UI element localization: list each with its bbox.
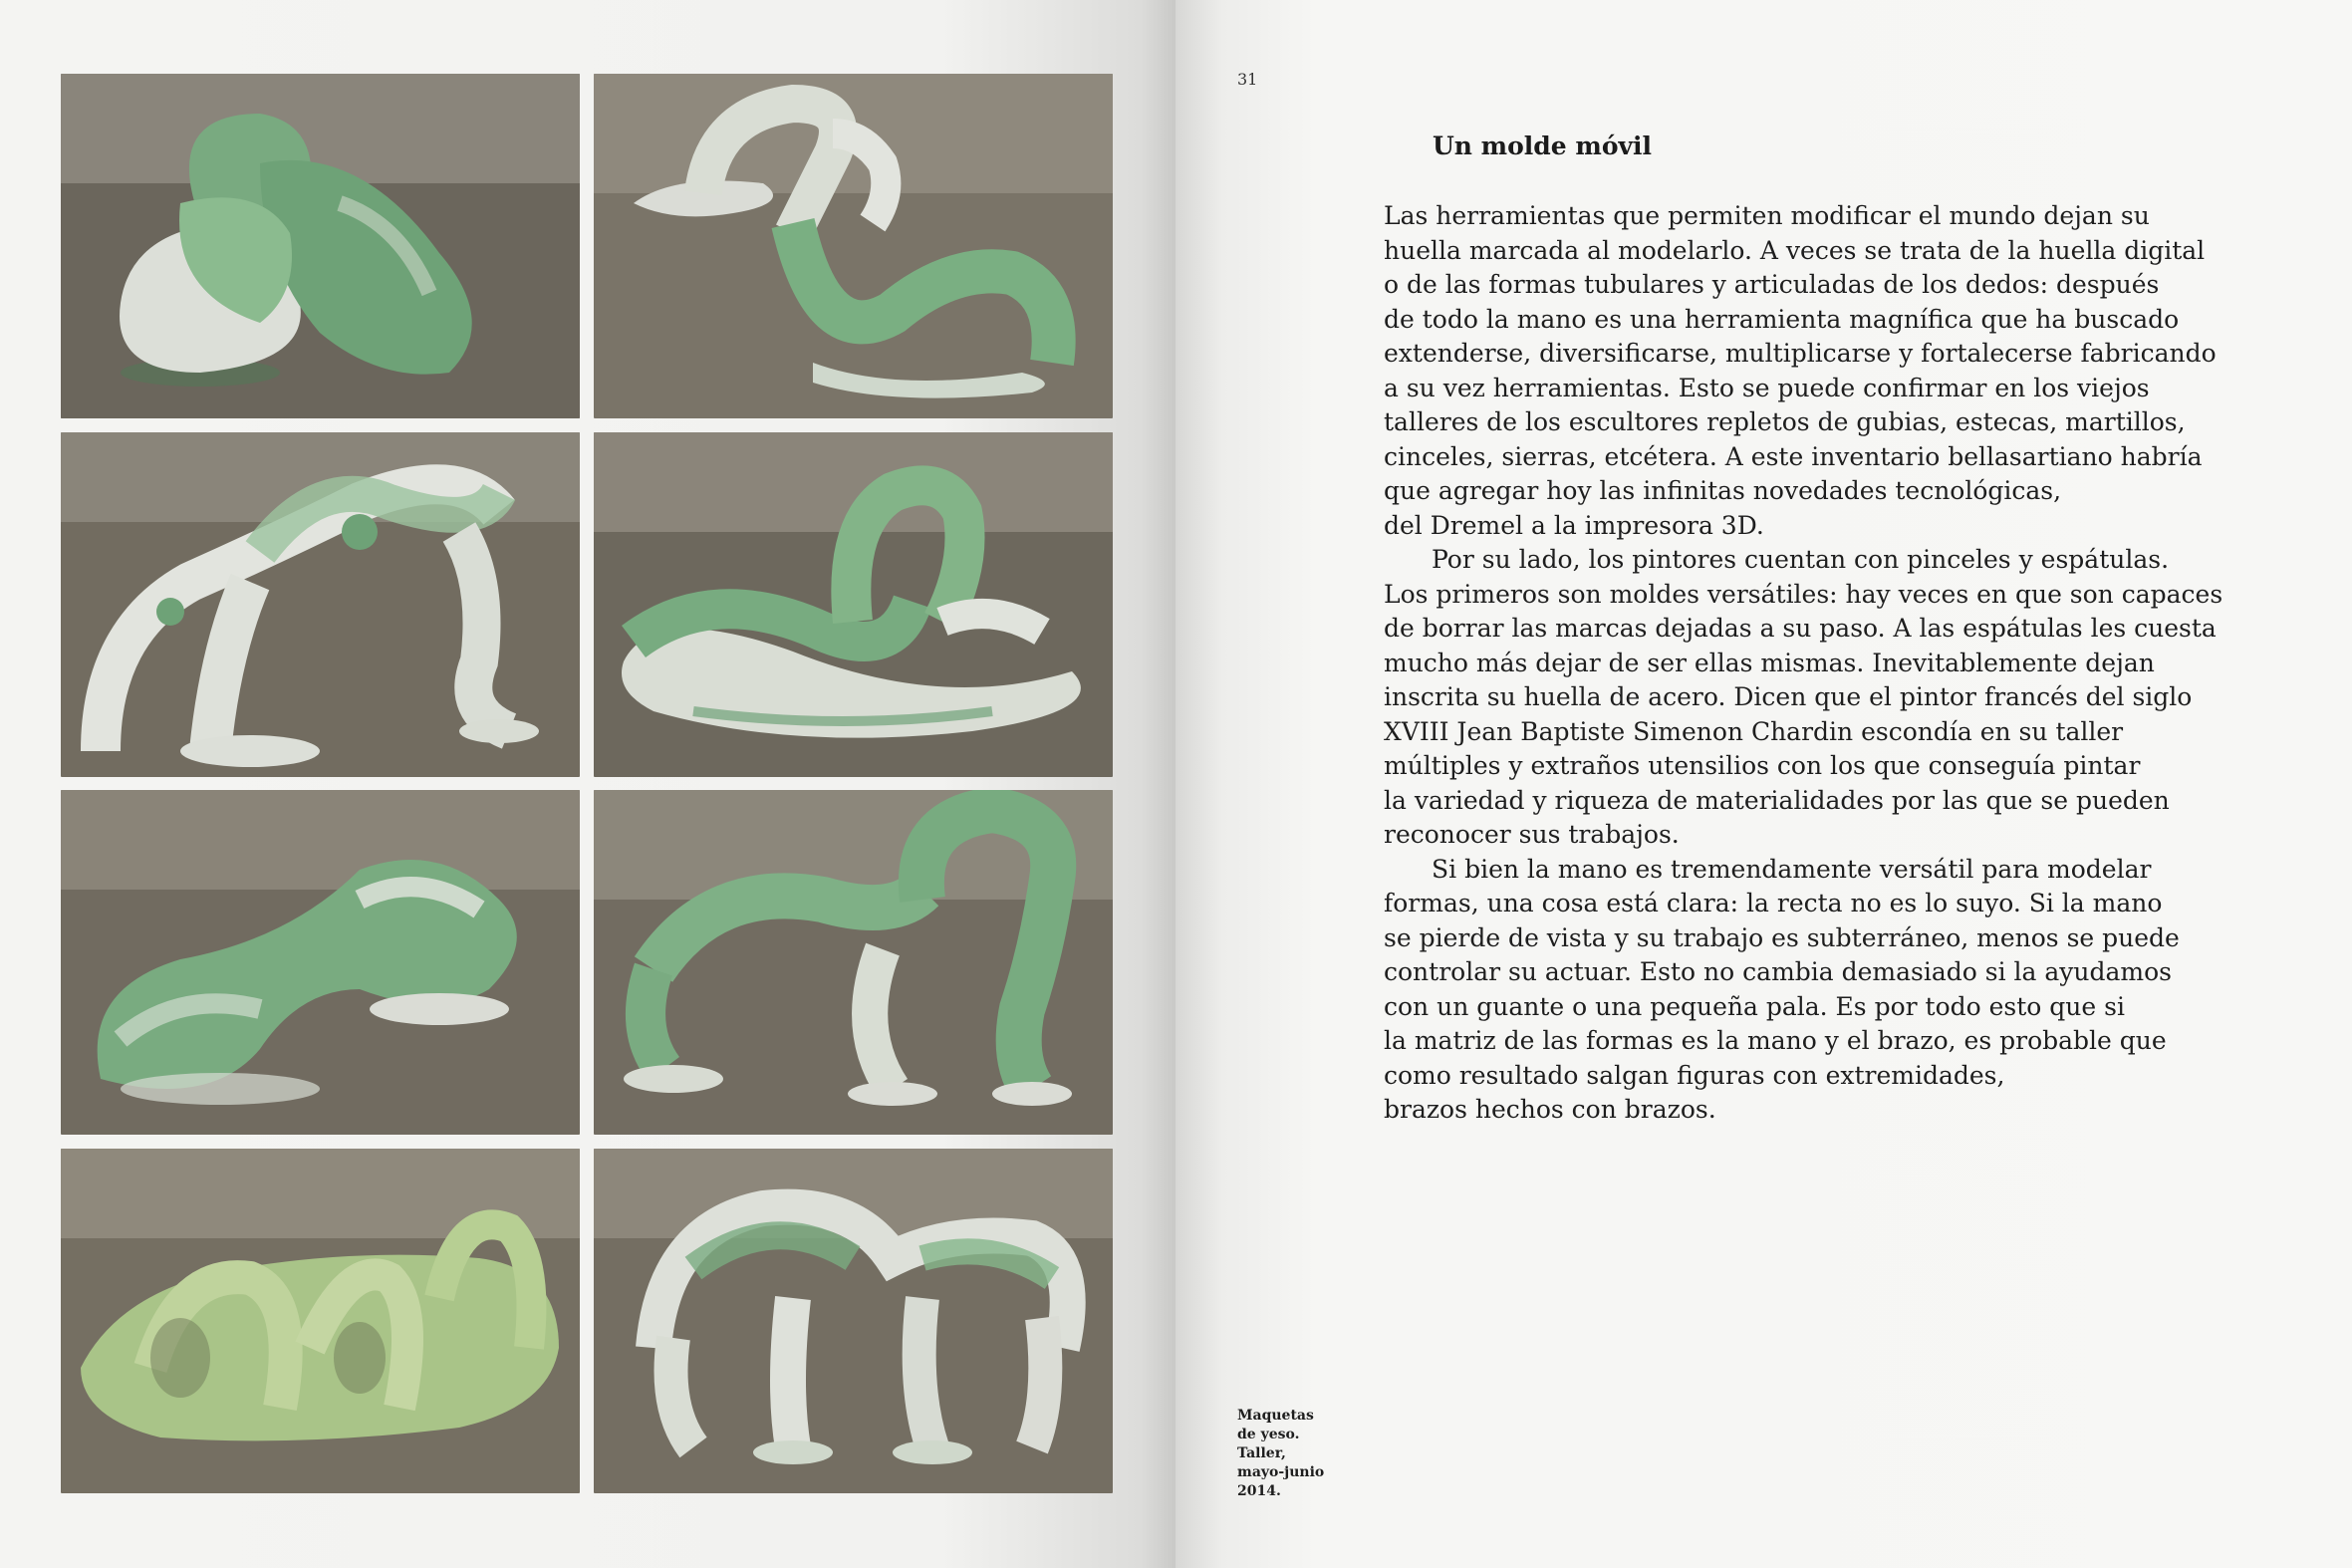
body-line: Los primeros son moldes versátiles: hay veces en que son capaces [1384,579,2223,609]
body-text [1384,199,2260,1128]
body-line: formas, una cosa está clara: la recta no es lo suyo. Si la mano [1384,889,2163,917]
body-line: de todo la mano es una herramienta magnífica que ha buscado [1384,304,2180,334]
body-line: talleres de los escultores repletos de gubias, estecas, martillos, [1384,407,2186,436]
body-line: Por su lado, los pintores cuentan con pinceles y espátulas. [1432,545,2170,574]
body-line: la matriz de las formas es la mano y el brazo, es probable que [1384,1026,2167,1055]
plaster-model-photo-8 [594,1149,1113,1493]
plaster-model-photo-1 [61,74,580,418]
body-line: mucho más dejar de ser ellas mismas. Inevitablemente dejan [1384,648,2155,677]
caption-line: Maquetas [1237,1408,1314,1424]
plaster-model-photo-5 [61,790,580,1135]
body-line: brazos hechos con brazos. [1384,1095,1716,1124]
body-line: con un guante o una pequeña pala. Es por todo esto que si [1384,991,2125,1021]
body-line: que agregar hoy las infinitas novedades tecnológicas, [1384,476,2062,505]
plaster-model-photo-2 [594,74,1113,418]
plaster-model-photo-3 [61,432,580,777]
plaster-model-photo-7 [61,1149,580,1493]
page-number: 31 [1237,70,1258,89]
body-line: XVIII Jean Baptiste Simenon Chardin escondía en su taller [1384,716,2124,746]
body-line: extenderse, diversificarse, multiplicarse y fortalecerse fabricando [1384,339,2217,368]
body-line: inscrita su huella de acero. Dicen que el pintor francés del siglo [1384,682,2193,711]
body-line: múltiples y extraños utensilios con los que conseguía pintar [1384,751,2141,780]
body-line: la variedad y riqueza de materialidades por las que se pueden [1384,785,2170,815]
plaster-model-photo-6 [594,790,1113,1135]
body-line: se pierde de vista y su trabajo es subterráneo, menos se puede [1384,922,2180,952]
body-line: a su vez herramientas. Esto se puede confirmar en los viejos [1384,373,2150,402]
body-line: de borrar las marcas dejadas a su paso. A las espátulas les cuesta [1384,614,2217,643]
caption-line: mayo-junio [1237,1464,1325,1480]
body-line: o de las formas tubulares y articuladas de los dedos: después [1384,270,2160,299]
body-line: Las herramientas que permiten modificar el mundo dejan su [1384,201,2150,230]
photo-caption [1237,1407,1337,1501]
plaster-model-photo-4 [594,432,1113,777]
caption-line: Taller, [1237,1445,1286,1461]
body-line: cinceles, sierras, etcétera. A este inventario bellasartiano habría [1384,441,2203,471]
body-line: del Dremel a la impresora 3D. [1384,510,1764,540]
body-line: Si bien la mano es tremendamente versátil para modelar [1432,854,2152,884]
caption-line: 2014. [1237,1483,1281,1499]
caption-line: de yeso. [1237,1427,1300,1442]
body-line: controlar su actuar. Esto no cambia demasiado si la ayudamos [1384,957,2173,986]
body-line: huella marcada al modelarlo. A veces se trata de la huella digital [1384,235,2206,265]
body-line: como resultado salgan figuras con extremidades, [1384,1060,2005,1090]
section-title: Un molde móvil [1433,131,1653,160]
body-line: reconocer sus trabajos. [1384,820,1680,849]
